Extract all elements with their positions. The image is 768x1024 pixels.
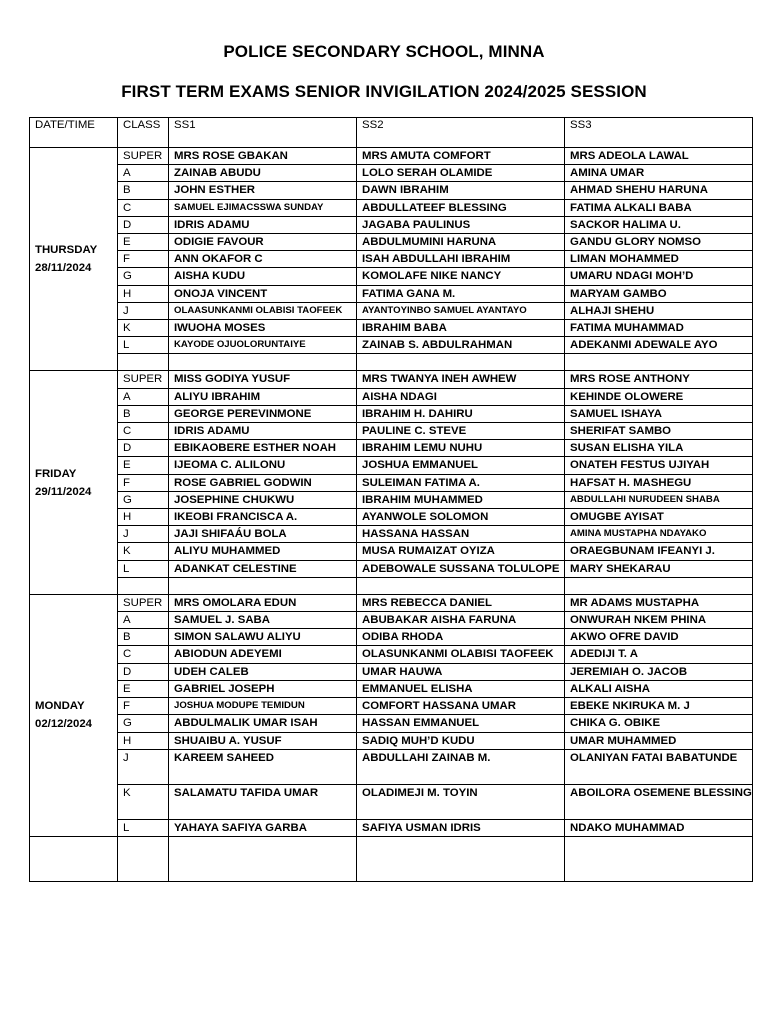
empty-cell <box>357 354 565 371</box>
table-row <box>30 371 753 388</box>
ss3-cell: AKWO OFRE DAVID <box>565 629 753 646</box>
table-row <box>30 165 753 182</box>
header-ss3: SS3 <box>565 118 753 148</box>
empty-cell <box>169 354 357 371</box>
class-cell: SUPER <box>118 594 169 611</box>
ss3-cell: MARY SHEKARAU <box>565 560 753 577</box>
class-cell: L <box>118 337 169 354</box>
table-row <box>30 594 753 611</box>
ss3-cell: ALKALI AISHA <box>565 680 753 697</box>
header-ss1: SS1 <box>169 118 357 148</box>
ss2-cell: JAGABA PAULINUS <box>357 216 565 233</box>
class-cell: H <box>118 285 169 302</box>
ss1-cell: GABRIEL JOSEPH <box>169 680 357 697</box>
table-row <box>30 302 753 319</box>
table-row <box>30 732 753 749</box>
empty-cell <box>118 577 169 594</box>
table-row <box>30 612 753 629</box>
ss3-cell: FATIMA MUHAMMAD <box>565 320 753 337</box>
date-label: 02/12/2024 <box>35 718 93 731</box>
ss2-cell: ABDULLAHI ZAINAB M. <box>357 749 565 784</box>
date-cell <box>30 148 118 371</box>
separator-row <box>30 354 753 371</box>
ss2-cell: SULEIMAN FATIMA A. <box>357 474 565 491</box>
ss1-cell: SHUAIBU A. YUSUF <box>169 732 357 749</box>
ss3-cell: AMINA UMAR <box>565 165 753 182</box>
ss3-cell: HAFSAT H. MASHEGU <box>565 474 753 491</box>
ss2-cell: ABUBAKAR AISHA FARUNA <box>357 612 565 629</box>
ss1-cell: ALIYU IBRAHIM <box>169 388 357 405</box>
ss2-cell: MUSA RUMAIZAT OYIZA <box>357 543 565 560</box>
class-cell: E <box>118 680 169 697</box>
ss2-cell: PAULINE C. STEVE <box>357 423 565 440</box>
class-cell: J <box>118 749 169 784</box>
ss2-cell: UMAR HAUWA <box>357 663 565 680</box>
class-cell: C <box>118 646 169 663</box>
ss2-cell: FATIMA GANA M. <box>357 285 565 302</box>
class-cell: SUPER <box>118 371 169 388</box>
day-label: THURSDAY <box>35 244 98 257</box>
ss1-cell: IWUOHA MOSES <box>169 320 357 337</box>
date-label: 29/11/2024 <box>35 485 92 498</box>
class-cell: K <box>118 543 169 560</box>
table-row <box>30 646 753 663</box>
ss3-cell: OMUGBE AYISAT <box>565 509 753 526</box>
empty-cell <box>357 836 565 881</box>
empty-cell <box>565 577 753 594</box>
ss2-cell: EMMANUEL ELISHA <box>357 680 565 697</box>
table-row <box>30 749 753 784</box>
table-row <box>30 423 753 440</box>
date-cell <box>30 594 118 836</box>
school-title: POLICE SECONDARY SCHOOL, MINNA <box>223 42 545 61</box>
ss1-cell: AISHA KUDU <box>169 268 357 285</box>
table-row <box>30 457 753 474</box>
header-row <box>30 118 753 148</box>
ss2-cell: COMFORT HASSANA UMAR <box>357 698 565 715</box>
table-row <box>30 320 753 337</box>
ss3-cell: MRS ADEOLA LAWAL <box>565 148 753 165</box>
class-cell: L <box>118 819 169 836</box>
ss3-cell: FATIMA ALKALI BABA <box>565 199 753 216</box>
ss1-cell: ADANKAT CELESTINE <box>169 560 357 577</box>
empty-cell <box>169 836 357 881</box>
class-cell: B <box>118 629 169 646</box>
class-cell: A <box>118 612 169 629</box>
ss3-cell: UMAR MUHAMMED <box>565 732 753 749</box>
class-cell: C <box>118 423 169 440</box>
ss1-cell: JOHN ESTHER <box>169 182 357 199</box>
ss1-cell: ZAINAB ABUDU <box>169 165 357 182</box>
class-cell: H <box>118 509 169 526</box>
table-row <box>30 509 753 526</box>
ss1-cell: IDRIS ADAMU <box>169 216 357 233</box>
table-row <box>30 440 753 457</box>
ss3-cell: ADEDIJI T. A <box>565 646 753 663</box>
table-row <box>30 234 753 251</box>
ss2-cell: SAFIYA USMAN IDRIS <box>357 819 565 836</box>
ss2-cell: ISAH ABDULLAHI IBRAHIM <box>357 251 565 268</box>
table-row <box>30 526 753 543</box>
ss1-cell: MRS ROSE GBAKAN <box>169 148 357 165</box>
ss1-cell: JAJI SHIFAÁU BOLA <box>169 526 357 543</box>
ss3-cell: CHIKA G. OBIKE <box>565 715 753 732</box>
class-cell: A <box>118 165 169 182</box>
ss2-cell: AISHA NDAGI <box>357 388 565 405</box>
table-row <box>30 680 753 697</box>
ss1-cell: ONOJA VINCENT <box>169 285 357 302</box>
table-row <box>30 148 753 165</box>
ss1-cell: UDEH CALEB <box>169 663 357 680</box>
invigilation-table <box>29 117 753 882</box>
ss1-cell: IJEOMA C. ALILONU <box>169 457 357 474</box>
class-cell: K <box>118 320 169 337</box>
table-row <box>30 715 753 732</box>
class-cell: D <box>118 663 169 680</box>
ss1-cell: SALAMATU TAFIDA UMAR <box>169 784 357 819</box>
day-label: MONDAY <box>35 700 85 713</box>
ss2-cell: ABDULMUMINI HARUNA <box>357 234 565 251</box>
document-title: FIRST TERM EXAMS SENIOR INVIGILATION 2024/2025 SESSION <box>121 82 647 101</box>
ss1-cell: KAREEM SAHEED <box>169 749 357 784</box>
ss3-cell: MRS ROSE ANTHONY <box>565 371 753 388</box>
class-cell: A <box>118 388 169 405</box>
ss3-cell: ORAEGBUNAM IFEANYI J. <box>565 543 753 560</box>
table-row <box>30 199 753 216</box>
class-cell: SUPER <box>118 148 169 165</box>
ss1-cell: MRS OMOLARA EDUN <box>169 594 357 611</box>
empty-cell <box>565 836 753 881</box>
ss2-cell: ABDULLATEEF BLESSING <box>357 199 565 216</box>
empty-cell <box>565 354 753 371</box>
ss3-cell: UMARU NDAGI MOH’D <box>565 268 753 285</box>
ss2-cell: ODIBA RHODA <box>357 629 565 646</box>
ss1-cell: MISS GODIYA YUSUF <box>169 371 357 388</box>
table-row <box>30 698 753 715</box>
class-cell: E <box>118 457 169 474</box>
ss2-cell: MRS TWANYA INEH AWHEW <box>357 371 565 388</box>
ss3-cell: SUSAN ELISHA YILA <box>565 440 753 457</box>
ss3-cell: GANDU GLORY NOMSO <box>565 234 753 251</box>
ss3-cell: AHMAD SHEHU HARUNA <box>565 182 753 199</box>
class-cell: G <box>118 268 169 285</box>
class-cell: D <box>118 216 169 233</box>
empty-cell <box>357 577 565 594</box>
ss3-cell: OLANIYAN FATAI BABATUNDE <box>565 749 753 784</box>
separator-row <box>30 836 753 881</box>
ss2-cell: IBRAHIM MUHAMMED <box>357 491 565 508</box>
ss1-cell: YAHAYA SAFIYA GARBA <box>169 819 357 836</box>
table-row <box>30 819 753 836</box>
ss3-cell: KEHINDE OLOWERE <box>565 388 753 405</box>
class-cell: C <box>118 199 169 216</box>
ss1-cell: SAMUEL J. SABA <box>169 612 357 629</box>
ss1-cell: ODIGIE FAVOUR <box>169 234 357 251</box>
ss2-cell: MRS REBECCA DANIEL <box>357 594 565 611</box>
class-cell: J <box>118 302 169 319</box>
class-cell: B <box>118 182 169 199</box>
date-label: 28/11/2024 <box>35 262 92 275</box>
ss3-cell: JEREMIAH O. JACOB <box>565 663 753 680</box>
ss1-cell: ANN OKAFOR C <box>169 251 357 268</box>
empty-cell <box>169 577 357 594</box>
ss1-cell: ABIODUN ADEYEMI <box>169 646 357 663</box>
table-row <box>30 663 753 680</box>
ss2-cell: ZAINAB S. ABDULRAHMAN <box>357 337 565 354</box>
ss2-cell: DAWN IBRAHIM <box>357 182 565 199</box>
class-cell: B <box>118 405 169 422</box>
ss3-cell: ADEKANMI ADEWALE AYO <box>565 337 753 354</box>
day-label: FRIDAY <box>35 467 77 480</box>
ss1-cell: KAYODE OJUOLORUNTAIYE <box>169 337 357 354</box>
class-cell: J <box>118 526 169 543</box>
ss3-cell: ABDULLAHI NURUDEEN SHABA <box>565 491 753 508</box>
table-row <box>30 182 753 199</box>
ss1-cell: SAMUEL EJIMACSSWA SUNDAY <box>169 199 357 216</box>
ss3-cell: SAMUEL ISHAYA <box>565 405 753 422</box>
ss3-cell: ONWURAH NKEM PHINA <box>565 612 753 629</box>
class-cell: H <box>118 732 169 749</box>
table-row <box>30 251 753 268</box>
separator-row <box>30 577 753 594</box>
ss2-cell: OLADIMEJI M. TOYIN <box>357 784 565 819</box>
ss1-cell: ROSE GABRIEL GODWIN <box>169 474 357 491</box>
table-row <box>30 216 753 233</box>
table-row <box>30 337 753 354</box>
class-cell: G <box>118 715 169 732</box>
table-row <box>30 405 753 422</box>
ss1-cell: EBIKAOBERE ESTHER NOAH <box>169 440 357 457</box>
ss1-cell: IDRIS ADAMU <box>169 423 357 440</box>
table-row <box>30 543 753 560</box>
ss2-cell: KOMOLAFE NIKE NANCY <box>357 268 565 285</box>
ss2-cell: AYANTOYINBO SAMUEL AYANTAYO <box>357 302 565 319</box>
class-cell: E <box>118 234 169 251</box>
header-ss2: SS2 <box>357 118 565 148</box>
ss1-cell: JOSEPHINE CHUKWU <box>169 491 357 508</box>
ss3-cell: SHERIFAT SAMBO <box>565 423 753 440</box>
class-cell: F <box>118 474 169 491</box>
table-row <box>30 285 753 302</box>
ss1-cell: ABDULMALIK UMAR ISAH <box>169 715 357 732</box>
ss2-cell: IBRAHIM H. DAHIRU <box>357 405 565 422</box>
ss1-cell: GEORGE PEREVINMONE <box>169 405 357 422</box>
table-body <box>30 148 753 882</box>
ss3-cell: ONATEH FESTUS UJIYAH <box>565 457 753 474</box>
empty-cell <box>118 836 169 881</box>
ss3-cell: EBEKE NKIRUKA M. J <box>565 698 753 715</box>
empty-cell <box>118 354 169 371</box>
ss2-cell: HASSANA HASSAN <box>357 526 565 543</box>
ss3-cell: NDAKO MUHAMMAD <box>565 819 753 836</box>
class-cell: K <box>118 784 169 819</box>
table-row <box>30 474 753 491</box>
ss2-cell: IBRAHIM LEMU NUHU <box>357 440 565 457</box>
ss1-cell: SIMON SALAWU ALIYU <box>169 629 357 646</box>
ss2-cell: SADIQ MUH’D KUDU <box>357 732 565 749</box>
ss2-cell: LOLO SERAH OLAMIDE <box>357 165 565 182</box>
ss2-cell: HASSAN EMMANUEL <box>357 715 565 732</box>
ss2-cell: JOSHUA EMMANUEL <box>357 457 565 474</box>
table-row <box>30 268 753 285</box>
ss3-cell: SACKOR HALIMA U. <box>565 216 753 233</box>
table-row <box>30 388 753 405</box>
table-row <box>30 491 753 508</box>
ss2-cell: MRS AMUTA COMFORT <box>357 148 565 165</box>
class-cell: L <box>118 560 169 577</box>
class-cell: D <box>118 440 169 457</box>
ss3-cell: MR ADAMS MUSTAPHA <box>565 594 753 611</box>
ss1-cell: OLAASUNKANMI OLABISI TAOFEEK <box>169 302 357 319</box>
class-cell: F <box>118 698 169 715</box>
ss1-cell: JOSHUA MODUPE TEMIDUN <box>169 698 357 715</box>
ss1-cell: ALIYU MUHAMMED <box>169 543 357 560</box>
ss3-cell: AMINA MUSTAPHA NDAYAKO <box>565 526 753 543</box>
table-row <box>30 784 753 819</box>
ss2-cell: OLASUNKANMI OLABISI TAOFEEK <box>357 646 565 663</box>
ss2-cell: IBRAHIM BABA <box>357 320 565 337</box>
table-row <box>30 560 753 577</box>
date-cell <box>30 371 118 594</box>
ss3-cell: ALHAJI SHEHU <box>565 302 753 319</box>
ss3-cell: ABOILORA OSEMENE BLESSING <box>565 784 753 819</box>
class-cell: G <box>118 491 169 508</box>
ss1-cell: IKEOBI FRANCISCA A. <box>169 509 357 526</box>
header-class: CLASS <box>118 118 169 148</box>
empty-cell <box>30 836 118 881</box>
ss3-cell: MARYAM GAMBO <box>565 285 753 302</box>
ss2-cell: ADEBOWALE SUSSANA TOLULOPE <box>357 560 565 577</box>
ss3-cell: LIMAN MOHAMMED <box>565 251 753 268</box>
header-date-time: DATE/TIME <box>30 118 118 148</box>
class-cell: F <box>118 251 169 268</box>
table-row <box>30 629 753 646</box>
ss2-cell: AYANWOLE SOLOMON <box>357 509 565 526</box>
